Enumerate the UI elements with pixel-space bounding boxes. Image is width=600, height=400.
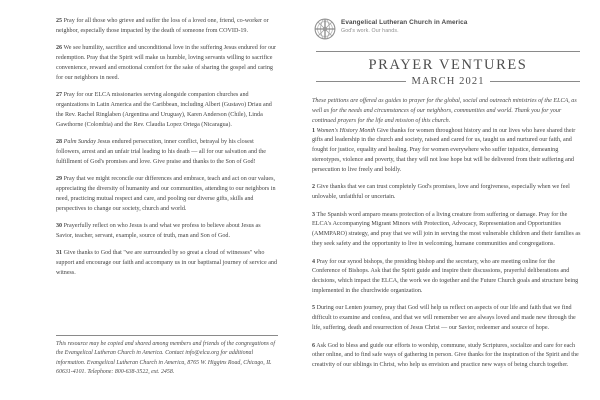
prayer-entry	[56, 17, 278, 37]
masthead	[314, 17, 582, 40]
prayer-entry	[56, 249, 278, 279]
prayer-entry	[312, 211, 582, 250]
title-top-divider	[316, 51, 580, 52]
prayer-entry-text: Give thanks for women throughout history and in our lives who have shared their gifts and leadership in the church and society, raised and cared for us, taught us and nurtured our faith, and fought for justice, equality and healing. Pray for women everywhere who suffer injustice, demeaning stereotypes, violence and poverty, that they will not lose hope but will be delivered from their suffering and persecution to live freely and boldly.	[312, 127, 576, 174]
right-column	[300, 0, 600, 400]
prayer-entry-text: Prayerfully reflect on who Jesus is and what we profess to believe about Jesus as Savior, teacher, servant, example, source of truth, man and Son of God.	[56, 223, 261, 239]
footer-note	[56, 335, 278, 378]
prayer-entry-text: The Spanish word amparo means protection of a living creature from suffering or damage. Pray for the ELCA's Accompanying Migrant Minors with Protection, Advocacy, Representation and Opportunities (AMMPARO) strategy, and pray that we will join in serving the most vulnerable children and their families as they seek safety and the opportunity to live in welcoming, humane communities and congregations.	[312, 211, 581, 248]
prayer-entry	[312, 304, 582, 334]
footer-text: This resource may be copied and shared among members and friends of the congregations of the Evangelical Lutheran Church in America. Contact info@elca.org for additional information. Evangelical Lutheran Church in America, 8765 W. Higgins Road, Chicago, IL 60631-4101. Telephone: 800-638-3522, ext. 2458.	[56, 340, 276, 376]
prayer-entry-number: 4	[312, 258, 316, 265]
prayer-entry	[312, 183, 582, 203]
prayer-entry-number: 27	[56, 92, 63, 99]
elca-globe-cross-icon	[314, 18, 336, 40]
prayer-entry-number: 28	[56, 139, 63, 146]
organization-tagline: God's work. Our hands.	[341, 28, 399, 35]
prayer-entry-text: Give thanks to God that "we are surrounded by so great a cloud of witnesses" who support and encourage our faith and accompany us in our baptismal journey of service and witness.	[56, 250, 277, 277]
prayer-entry-number: 31	[56, 250, 63, 257]
prayer-entry-number: 6	[312, 342, 316, 349]
masthead-text	[341, 17, 467, 35]
title-block	[312, 51, 582, 87]
footer-divider	[56, 335, 278, 336]
prayer-entry-number: 29	[56, 176, 63, 183]
left-column-entries	[56, 17, 278, 279]
prayer-entry-emphasis: Palm Sunday	[63, 139, 96, 146]
subtitle-rule-left	[316, 81, 406, 82]
prayer-entry	[56, 91, 278, 130]
prayer-entry-text: During our Lenten journey, pray that God will help us reflect on aspects of our life and faith that we find difficult to examine and confess, and that we will remember we are always loved and made new through the life, suffering, death and resurrection of Jesus Christ — our Savior, redeemer and source of hope.	[312, 305, 576, 332]
right-column-entries	[312, 127, 582, 372]
prayer-entry-number: 1	[312, 127, 316, 134]
intro-paragraph: These petitions are offered as guides to prayer for the global, social and outreach ministries of the ELCA, as well as for the needs and circumstances of our neighbors, communities and world. Thank you for your continued prayers for the life and mission of this church.	[312, 98, 577, 124]
prayer-entry-number: 5	[312, 305, 316, 312]
prayer-entry	[56, 44, 278, 83]
prayer-entry-text: Pray for our ELCA missionaries serving alongside companion churches and organizations in Latin America and the Caribbean, including Albert (Gustavo) Driau and the Rev. Rachel Ringlaben (Argentina and Uruguay), Karen Anderson (Chile), Linda Gawthorne (Colombia) and the Rev. Claudia Lopez Ortega (Nicaragua).	[56, 92, 272, 128]
page-subtitle: MARCH 2021	[411, 76, 485, 87]
prayer-entry-text: Pray for all those who grieve and suffer the loss of a loved one, friend, co-worker or neighbor, especially those impacted by the death of someone from COVID-19.	[56, 18, 269, 34]
prayer-entry-number: 3	[312, 211, 316, 218]
prayer-entry-number: 25	[56, 18, 63, 24]
prayer-entry-text: Ask God to bless and guide our efforts to worship, commune, study Scriptures, socialize and care for each other online, and to find safe ways of gathering in person. Give thanks for the inspiration of the Spirit and the creativity of our siblings in Christ, who help us envision and practice new ways of being church together.	[312, 342, 579, 369]
prayer-entry-number: 30	[56, 223, 63, 230]
prayer-entry-text: Jesus endured persecution, inner conflict, betrayal by his closest followers, arrest and an unfair trial leading to his death — all for our salvation and the fulfillment of God's promises and love. Give praise and thanks to the Son of God!	[56, 139, 266, 165]
page-title: PRAYER VENTURES	[368, 57, 528, 73]
prayer-entry-text: Pray that we might reconcile our differences and embrace, teach and act on our values, appreciating the diversity of humanity and our communities, attending to our neighbors in need, practicing mutual respect and care, and pooling our diverse gifts, skills and perspectives to change our society, church and world.	[56, 176, 276, 212]
prayer-entry	[312, 127, 582, 176]
organization-name: Evangelical Lutheran Church in America	[341, 19, 468, 26]
subtitle-row	[316, 76, 580, 87]
prayer-entry	[56, 175, 278, 214]
prayer-entry-number: 2	[312, 184, 316, 191]
prayer-entry	[56, 222, 278, 242]
prayer-entry-text: We see humility, sacrifice and unconditional love in the suffering Jesus endured for our redemption. Pray that the Spirit will make us humble, loving servants willing to sacrifice convenience, reward and emotional comfort for the sake of sharing the gospel and caring for our neighbors in need.	[56, 45, 277, 81]
prayer-entry-text: Pray for our synod bishops, the presiding bishop and the secretary, who are meeting online for the Conference of Bishops. Ask that the Spirit guide and inspire their discussions, prayerful deliberations and decisions, which impact the ELCA, the work we do together and the Future Church goals and structure being implemented in the churchwide organization.	[312, 258, 579, 295]
subtitle-rule-right	[490, 81, 580, 82]
prayer-entry-emphasis: Women's History Month	[316, 127, 376, 134]
prayer-entry-number: 26	[56, 45, 63, 52]
prayer-entry-text: Give thanks that we can trust completely God's promises, love and forgiveness, especially when we feel unlovable, unfaithful or uncertain.	[312, 184, 570, 201]
prayer-entry	[56, 138, 278, 168]
prayer-entry	[312, 258, 582, 297]
prayer-entry	[312, 342, 582, 372]
